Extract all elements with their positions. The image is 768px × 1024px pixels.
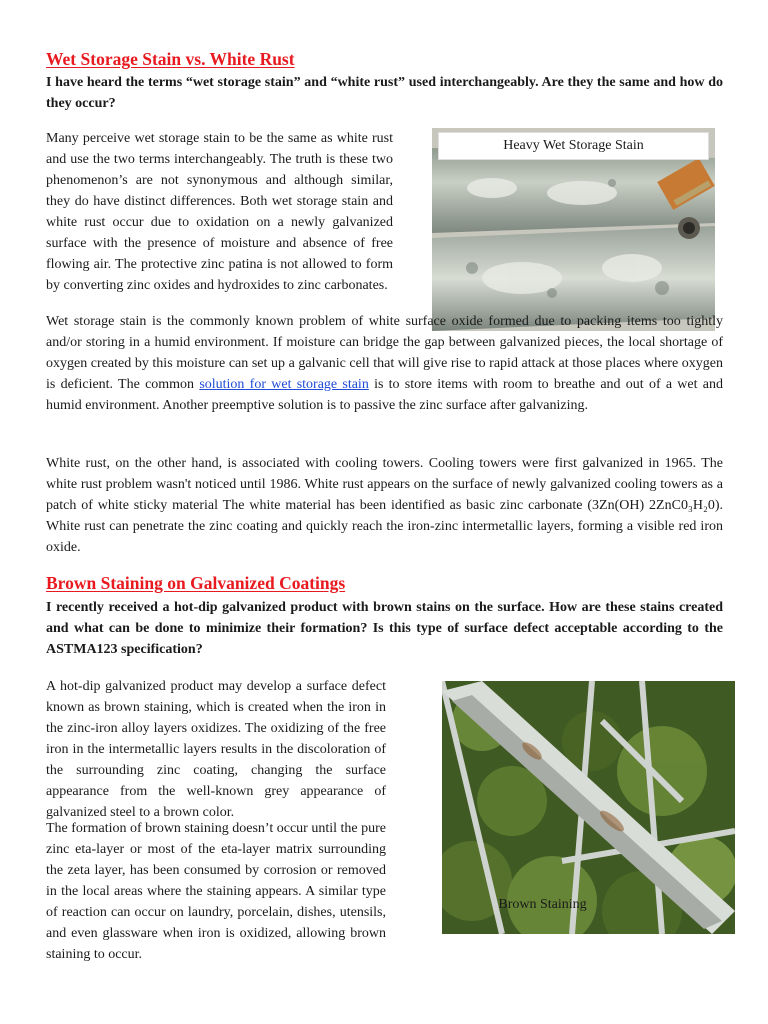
paragraph-line: surface oxide formed due to packing items too tightly and/or storing in a humid environment. If moisture can bridge the gap between galvanized pieces, the local shortage of oxygen created by this moisture can set up a galvanic cell that will give rise to rapid attack at those places where oxygen is deficient. The common [46,314,724,392]
figure-caption-brown-staining: Brown Staining [498,897,587,912]
paragraph-brown-staining-intro: A hot-dip galvanized product may develop a surface defect known as brown staining, which is created when the iron in the zinc-iron alloy layers oxidizes. The oxidizing of the free iron in the intermetallic layers results in the discoloration of the surrounding zinc coating, changing the surface appearance from the well-known grey appearance of galvanized steel to a brown color. [46,679,386,820]
figure-wet-storage-stain [432,128,715,331]
section-title-wet-storage: Wet Storage Stain vs. White Rust [46,49,295,69]
paragraph-line: Wet storage stain is the commonly known problem of white [46,314,400,329]
section-question-wet-storage: I have heard the terms “wet storage stain” and “white rust” used interchangeably. Are they the same and how do they occur? [46,75,723,111]
solution-link[interactable]: solution for wet storage stain [199,377,369,392]
section-question-brown-staining: I recently received a hot-dip galvanized product with brown stains on the surface. How are these stains created and what can be done to minimize their formation? Is this type of surface defect acceptable according to the ASTMA123 specification? [46,600,723,657]
section-title-brown-staining: Brown Staining on Galvanized Coatings [46,573,346,593]
figure-caption-wet-storage: Heavy Wet Storage Stain [438,132,709,160]
paragraph-wet-storage-stain [46,311,723,416]
paragraph-wet-storage-intro: Many perceive wet storage stain to be the same as white rust and use the two terms interchangeably. The truth is these two phenomenon’s are not synonymous and although similar, they do have distinct differences. Both wet storage stain and white rust occur due to oxidation on a newly galvanized surface with the presence of moisture and absence of free flowing air. The protective zinc patina is not allowed to form by converting zinc oxides and hydroxides to zinc carbonates. [46,131,393,293]
paragraph-line: is to store items with room to breathe and out of a wet and humid environment. Another preemptive solution is to passive the zinc surface after galvanizing. [46,377,723,413]
paragraph-white-rust: White rust, on the other hand, is associated with cooling towers. Cooling towers were first galvanized in 1965. The white rust problem wasn't noticed until 1986. White rust appears on the surface of newly galvanized cooling towers as a patch of white sticky material The white material has been identified as basic zinc carbonate (3Zn(OH) 2ZnC0₃H₂0). White rust can penetrate the zinc coating and quickly reach the iron-zinc intermetallic layers, forming a visible red iron oxide. [46,456,723,555]
paragraph-brown-staining-formation: The formation of brown staining doesn’t occur until the pure zinc eta-layer or most of the eta-layer matrix surrounding the zeta layer, has been consumed by corrosion or removed in the local areas where the staining appears. A similar type of reaction can occur on laundry, porcelain, dishes, utensils, and even glassware when iron is oxidized, allowing brown staining to occur. [46,821,386,962]
